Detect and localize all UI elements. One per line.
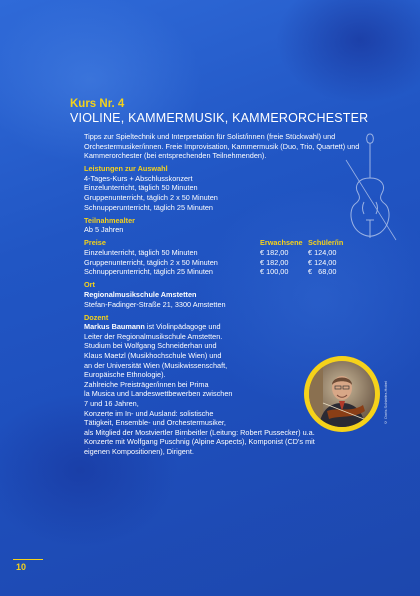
price-adults: € 182,00: [260, 248, 289, 258]
price-adults: € 100,00: [260, 267, 289, 277]
teacher-bio-text: ist Violinpädagoge und: [144, 322, 221, 332]
price-row: [84, 267, 356, 277]
teacher-bio-line: Zahlreiche Preisträger/innen bei Prima: [84, 379, 209, 389]
price-label: Einzelunterricht, täglich 50 Minuten: [84, 248, 198, 258]
prices-col-adults: Erwachsene: [260, 238, 303, 248]
service-item: Gruppenunterricht, täglich 2 x 50 Minuten: [84, 193, 218, 203]
services-heading: Leistungen zur Auswahl: [84, 164, 168, 174]
prices-col-students: Schüler/in: [308, 238, 344, 248]
location-section: [84, 280, 374, 309]
prices-section: [84, 238, 374, 276]
teacher-bio-line: 7 und 16 Jahren,: [84, 398, 139, 408]
teacher-portrait-photo: [309, 361, 375, 427]
prices-header-row: [84, 238, 356, 248]
location-address: Stefan-Fadinger-Straße 21, 3300 Amstetten: [84, 299, 226, 309]
age-value: Ab 5 Jahren: [84, 225, 124, 235]
service-item: Schnupperunterricht, täglich 25 Minuten: [84, 202, 213, 212]
teacher-bio-line: Studium bei Wolfgang Schneiderhan und: [84, 341, 217, 351]
teacher-bio-line: Konzerte im In- und Ausland: solistische: [84, 408, 214, 418]
price-row: [84, 248, 356, 258]
location-heading: Ort: [84, 280, 95, 290]
teacher-name: Markus Baumann: [84, 322, 145, 332]
service-item: Einzelunterricht, täglich 50 Minuten: [84, 183, 198, 193]
price-students: € 124,00: [308, 248, 337, 258]
page-number-rule: [13, 559, 43, 560]
price-adults: € 182,00: [260, 257, 289, 267]
teacher-bio-line: la Musica und Landeswettbewerben zwischen: [84, 389, 233, 399]
price-label: Gruppenunterricht, täglich 2 x 50 Minuten: [84, 257, 218, 267]
page-number: 10: [16, 562, 27, 572]
price-label: Schnupperunterricht, täglich 25 Minuten: [84, 267, 213, 277]
location-name: Regionalmusikschule Amstetten: [84, 289, 197, 299]
course-title: VIOLINE, KAMMERMUSIK, KAMMERORCHESTER: [70, 111, 369, 125]
teacher-bio-line: Tätigkeit, Ensemble- und Orchestermusiker,: [84, 418, 226, 428]
photo-credit: © Doris Schleifer-Hobel: [383, 381, 388, 425]
price-students: € 124,00: [308, 257, 337, 267]
teacher-bio-line: Klaus Maetzl (Musikhochschule Wien) und: [84, 350, 222, 360]
teacher-bio-line: [84, 322, 339, 332]
price-students: € 68,00: [308, 267, 337, 277]
teacher-bio-line: Europäische Ethnologie).: [84, 370, 166, 380]
teacher-bio-line: als Mitglied der Mostviertler Birnbeitler (Leitung: Robert Pussecker) u.a.: [84, 427, 315, 437]
prices-heading: Preise: [84, 238, 106, 248]
teacher-bio-line: Konzerte mit Wolfgang Puschnig (Alpine Aspects), Komponist (CD's mit: [84, 437, 315, 447]
prices-table: [84, 238, 356, 276]
teacher-bio-line: Leiter der Regionalmusikschule Amstetten.: [84, 331, 223, 341]
teacher-heading: Dozent: [84, 312, 109, 322]
course-intro: Tipps zur Spieltechnik und Interpretation für Solist/innen (freie Stückwahl) und Orchestermusiker/innen. Freie Improvisation, Kammermusik (Duo, Trio, Quartett) und Kammerorchester (bei entsprechenden Teilnehmenden).: [84, 132, 360, 161]
teacher-bio-line: eigenen Kompositionen), Dirigent.: [84, 446, 194, 456]
service-item: 4-Tages-Kurs + Abschlusskonzert: [84, 173, 193, 183]
age-section: [84, 216, 374, 235]
services-section: [84, 164, 374, 212]
age-heading: Teilnahmealter: [84, 215, 135, 225]
teacher-bio-line: an der Universität Wien (Musikwissenschaft,: [84, 360, 228, 370]
course-number: Kurs Nr. 4: [70, 98, 125, 110]
price-row: [84, 258, 356, 268]
